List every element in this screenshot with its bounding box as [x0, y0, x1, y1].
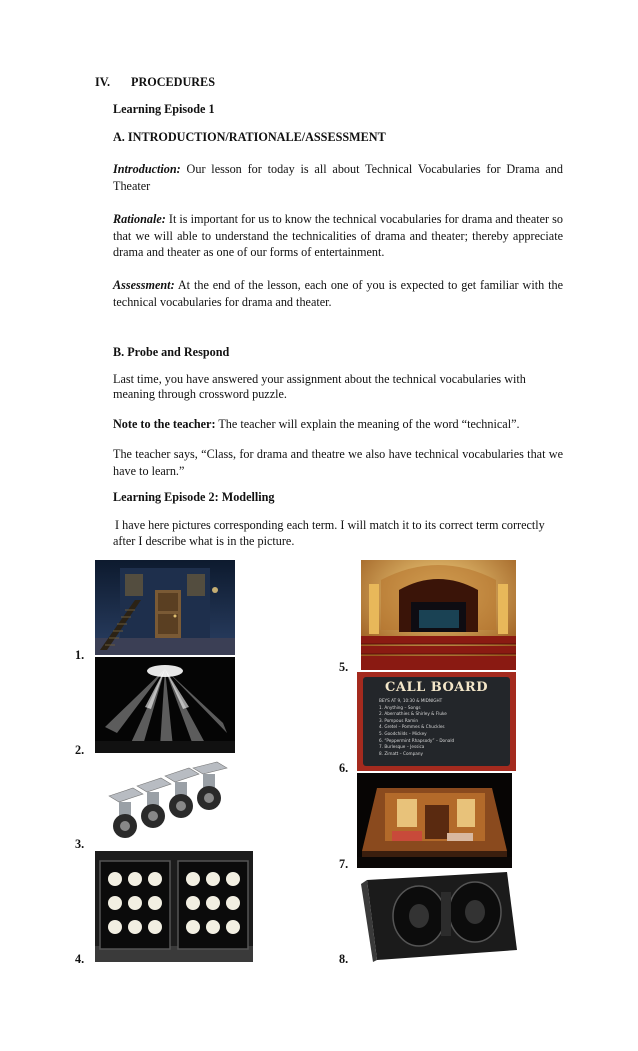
assessment-label: Assessment: — [113, 278, 175, 292]
call-board-line: 5. Goodchilds – Mickey — [379, 730, 427, 736]
teacher-says-paragraph: The teacher says, “Class, for drama and theatre we also have technical vocabularies that we have to learn.” — [113, 447, 563, 478]
picture-number-4: 4. — [75, 952, 85, 966]
introduction-text: Our lesson for today is all about Technical Vocabularies for Drama and Theater — [113, 162, 563, 193]
section-title: PROCEDURES — [131, 75, 215, 89]
probe-line-2: meaning through crossword puzzle. — [113, 387, 287, 401]
introduction-paragraph — [113, 161, 563, 194]
call-board-line: 7. Burlesque – Jessica — [379, 744, 425, 750]
call-board-line: BEYS AT 9, 10:30 & MIDNIGHT — [379, 698, 443, 703]
teacher-note — [113, 416, 520, 433]
picture-number-6: 6. — [339, 761, 349, 775]
picture-number-2: 2. — [75, 743, 85, 757]
probe-title: B. Probe and Respond — [113, 345, 230, 359]
introduction-label: Introduction: — [113, 162, 181, 176]
call-board-line: 4. Gretel – Pommes & Chuckles — [379, 724, 445, 730]
picture-call-board — [357, 672, 516, 771]
assessment-text: At the end of the lesson, each one of you is expected to get familiar with the technical vocabularies for drama and theater. — [113, 278, 563, 309]
picture-stage-set-interior — [357, 773, 512, 868]
picture-caster-wheels — [103, 760, 231, 846]
episode2-title: Learning Episode 2: Modelling — [113, 490, 275, 504]
teacher-note-text: The teacher will explain the meaning of the word “technical”. — [218, 417, 520, 431]
call-board-line: 6. “Peppermint Rhapsody” – Donald — [379, 737, 455, 743]
rationale-label: Rationale: — [113, 212, 166, 226]
assessment-paragraph — [113, 277, 563, 310]
picture-stage-set — [95, 560, 235, 655]
call-board-line: 2. Abernathies & Shirley & Fluke — [379, 711, 447, 717]
picture-number-5: 5. — [339, 660, 349, 674]
episode2-line-2: after I describe what is in the picture. — [113, 534, 295, 548]
episode1-title: Learning Episode 1 — [113, 102, 215, 116]
picture-theater-auditorium — [361, 560, 516, 670]
subsection-a-title: A. INTRODUCTION/RATIONALE/ASSESSMENT — [113, 130, 386, 144]
rationale-text: It is important for us to know the technical vocabularies for drama and theater so that we will able to understand the technicalities of drama and theater; thereby appreciate drama and theater as one of our forms of entertainment. — [113, 212, 563, 259]
picture-number-8: 8. — [339, 952, 349, 966]
picture-speaker — [357, 870, 519, 962]
call-board-heading: CALL BOARD — [385, 680, 488, 695]
rationale-paragraph — [113, 211, 563, 261]
call-board-list — [379, 698, 454, 757]
probe-line-1: Last time, you have answered your assignment about the technical vocabularies with — [113, 372, 526, 386]
picture-blinder-lights — [95, 851, 253, 962]
call-board-panel — [363, 677, 510, 766]
picture-number-1: 1. — [75, 648, 85, 662]
picture-number-3: 3. — [75, 837, 85, 851]
episode2-line-1: I have here pictures corresponding each term. I will match it to its correct term correctly — [115, 518, 545, 532]
teacher-note-label: Note to the teacher: — [113, 417, 216, 431]
picture-number-7: 7. — [339, 857, 349, 871]
call-board-line: 3. Pompous Ramin — [379, 717, 419, 723]
section-number: IV. — [95, 75, 111, 89]
call-board-line: 1. Anything – Songs — [379, 704, 421, 710]
call-board-line: 8. Zimatt – Company — [379, 750, 423, 756]
picture-spotlights — [95, 657, 235, 753]
